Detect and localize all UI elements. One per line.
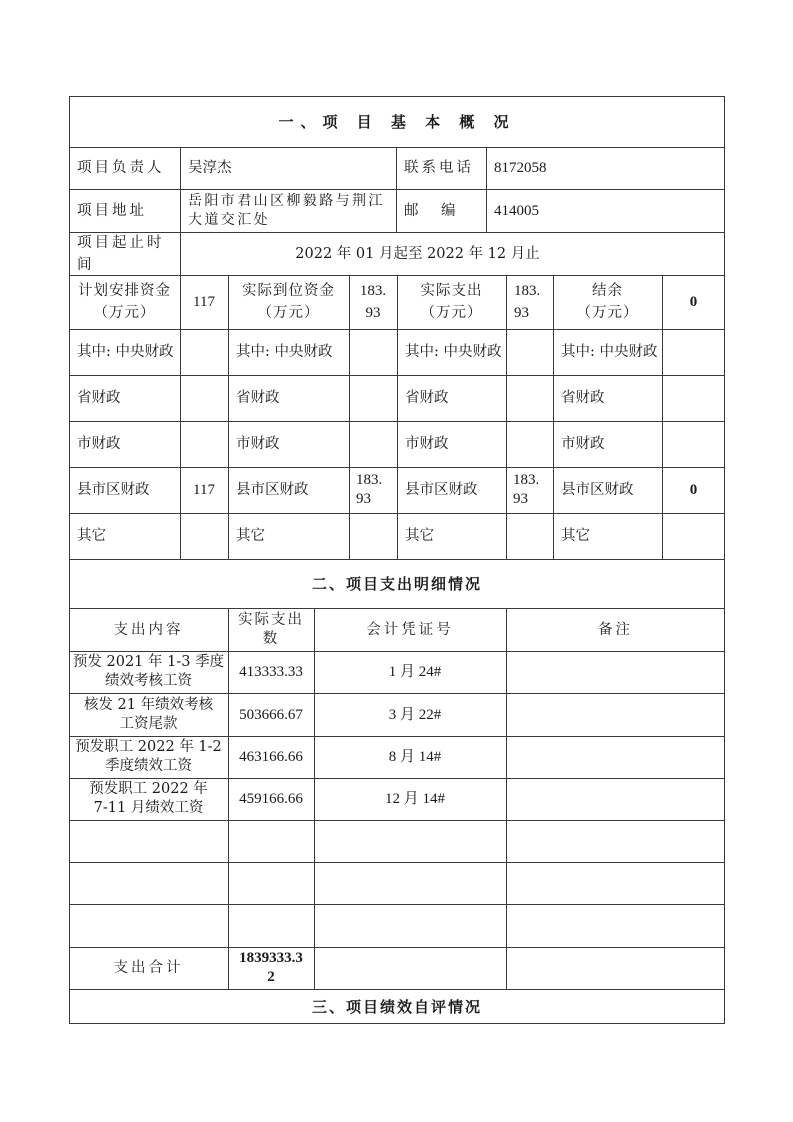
fund-header-actual-in-line2: （万元） [257,305,320,321]
header-content: 支出内容 [113,621,184,638]
expense-voucher [314,904,506,947]
expense-remark [506,904,725,947]
expense-content [69,651,228,693]
header-remark: 备注 [598,621,633,638]
fund-value-balance: 0 [689,294,698,310]
expense-content-line1: 核发 21 年绩效考核 [83,696,214,713]
expense-content-line1: 预发 2021 年 1-3 季度 [72,654,225,670]
responsible-value: 吴淳杰 [188,160,232,176]
fund-header-spent [397,275,506,329]
fund-header-plan-line2: （万元） [93,305,156,321]
expense-remark [506,862,725,904]
expense-amount [228,862,314,904]
section2-title: 二、项目支出明细情况 [311,574,482,593]
phone-value: 8172058 [494,160,547,176]
fund-row-county-spent-line1: 183. [513,472,540,488]
fund-row-central-label: 其中: 中央财政 [77,344,174,360]
expense-remark [506,651,725,693]
fund-row-city-label: 市财政 [77,436,121,452]
fund-value-actual-in-line1: 183. [359,283,387,299]
total-label: 支出合计 [113,960,184,976]
fund-row-province-label: 省财政 [405,390,449,406]
expense-content-line1: 预发职工 2022 年 1-2 [75,739,222,755]
expense-content-line2: 绩效考核工资 [105,673,192,689]
fund-row-county-actual-in-line2: 93 [356,491,371,507]
expense-content-line1: 预发职工 2022 年 [89,781,208,797]
expense-content [69,820,228,862]
fund-row-county-label: 县市区财政 [77,482,150,498]
fund-row-county-label: 县市区财政 [561,482,634,498]
address-value: 岳阳市君山区柳毅路与荆江大道交汇处 [188,192,385,228]
total-value [228,947,314,989]
period-value: 2022 年 01 月起至 2022 年 12 月止 [295,245,540,262]
expense-amount: 413333.33 [239,664,303,680]
fund-value-spent-line2: 93 [514,305,529,321]
expense-amount: 459166.66 [239,791,303,807]
address-label: 项目地址 [77,202,147,219]
responsible-label: 项目负责人 [77,160,165,176]
period-label: 项目起止时间 [77,234,165,273]
fund-header-plan-line1: 计划安排资金 [78,283,171,299]
expense-content [69,862,228,904]
fund-row-county-balance: 0 [689,482,698,498]
project-performance-table [69,96,725,1024]
fund-value-spent-line1: 183. [514,283,541,299]
fund-row-city-label: 市财政 [405,436,449,452]
fund-row-city-label: 市财政 [236,436,280,452]
expense-content-line2: 季度绩效工资 [105,758,192,774]
fund-row-province-label: 省财政 [77,390,121,406]
fund-row-county-actual-in [349,467,397,513]
expense-content [69,736,228,778]
phone-label: 联系电话 [404,160,474,176]
total-value-line1: 1839333.3 [239,950,303,966]
expense-remark [506,778,725,820]
expense-amount [228,820,314,862]
expense-content [69,778,228,820]
total-value-line2: 2 [267,969,275,985]
expense-voucher: 8 月 14# [388,749,442,765]
fund-header-spent-line1: 实际支出 [420,283,483,299]
fund-header-actual-in [228,275,349,329]
fund-row-province-label: 省财政 [236,390,280,406]
header-amount-line2: 数 [262,630,280,647]
fund-row-other-label: 其它 [561,528,590,544]
fund-row-county-spent-line2: 93 [513,491,528,507]
fund-row-central-label: 其中: 中央财政 [561,344,658,360]
expense-voucher [314,862,506,904]
expense-remark [506,693,725,736]
expense-content-line2: 7-11 月绩效工资 [93,800,204,816]
section3-title: 三、项目绩效自评情况 [311,997,482,1016]
fund-row-city-label: 市财政 [561,436,605,452]
fund-value-actual-in [349,275,397,329]
fund-row-other-label: 其它 [77,528,106,544]
fund-header-balance-line1: 结余 [592,283,623,299]
fund-value-plan: 117 [193,294,215,310]
expense-voucher: 1 月 24# [388,664,442,680]
header-voucher: 会计凭证号 [366,621,454,638]
header-amount-line1: 实际支出 [238,611,304,628]
expense-voucher: 3 月 22# [388,706,442,723]
expense-voucher [314,820,506,862]
expense-content [69,904,228,947]
postcode-value: 414005 [494,202,539,219]
fund-header-plan [69,275,180,329]
fund-value-spent [506,275,553,329]
section1-title: 一、项 目 基 本 概 况 [278,112,516,131]
expense-amount: 463166.66 [239,749,303,765]
expense-content-line2: 工资尾款 [119,715,178,732]
fund-row-county-label: 县市区财政 [405,482,478,498]
fund-row-other-label: 其它 [236,528,265,544]
expense-amount [228,904,314,947]
expense-remark [506,820,725,862]
fund-header-balance-line2: （万元） [576,305,639,321]
expense-amount: 503666.67 [239,706,303,723]
fund-row-central-label: 其中: 中央财政 [236,344,333,360]
fund-row-county-plan: 117 [193,482,215,498]
fund-header-spent-line2: （万元） [420,305,483,321]
fund-header-balance [553,275,662,329]
fund-row-other-label: 其它 [405,528,434,544]
expense-content [69,693,228,736]
fund-row-central-label: 其中: 中央财政 [405,344,502,360]
header-amount [228,608,314,651]
postcode-label: 邮 编 [404,202,460,219]
fund-row-province-label: 省财政 [561,390,605,406]
fund-row-county-spent [506,467,553,513]
fund-row-county-actual-in-line1: 183. [356,472,383,488]
expense-remark [506,736,725,778]
fund-row-county-label: 县市区财政 [236,482,309,498]
fund-value-actual-in-line2: 93 [365,305,381,321]
expense-voucher: 12 月 14# [384,791,445,807]
fund-header-actual-in-line1: 实际到位资金 [242,283,335,299]
